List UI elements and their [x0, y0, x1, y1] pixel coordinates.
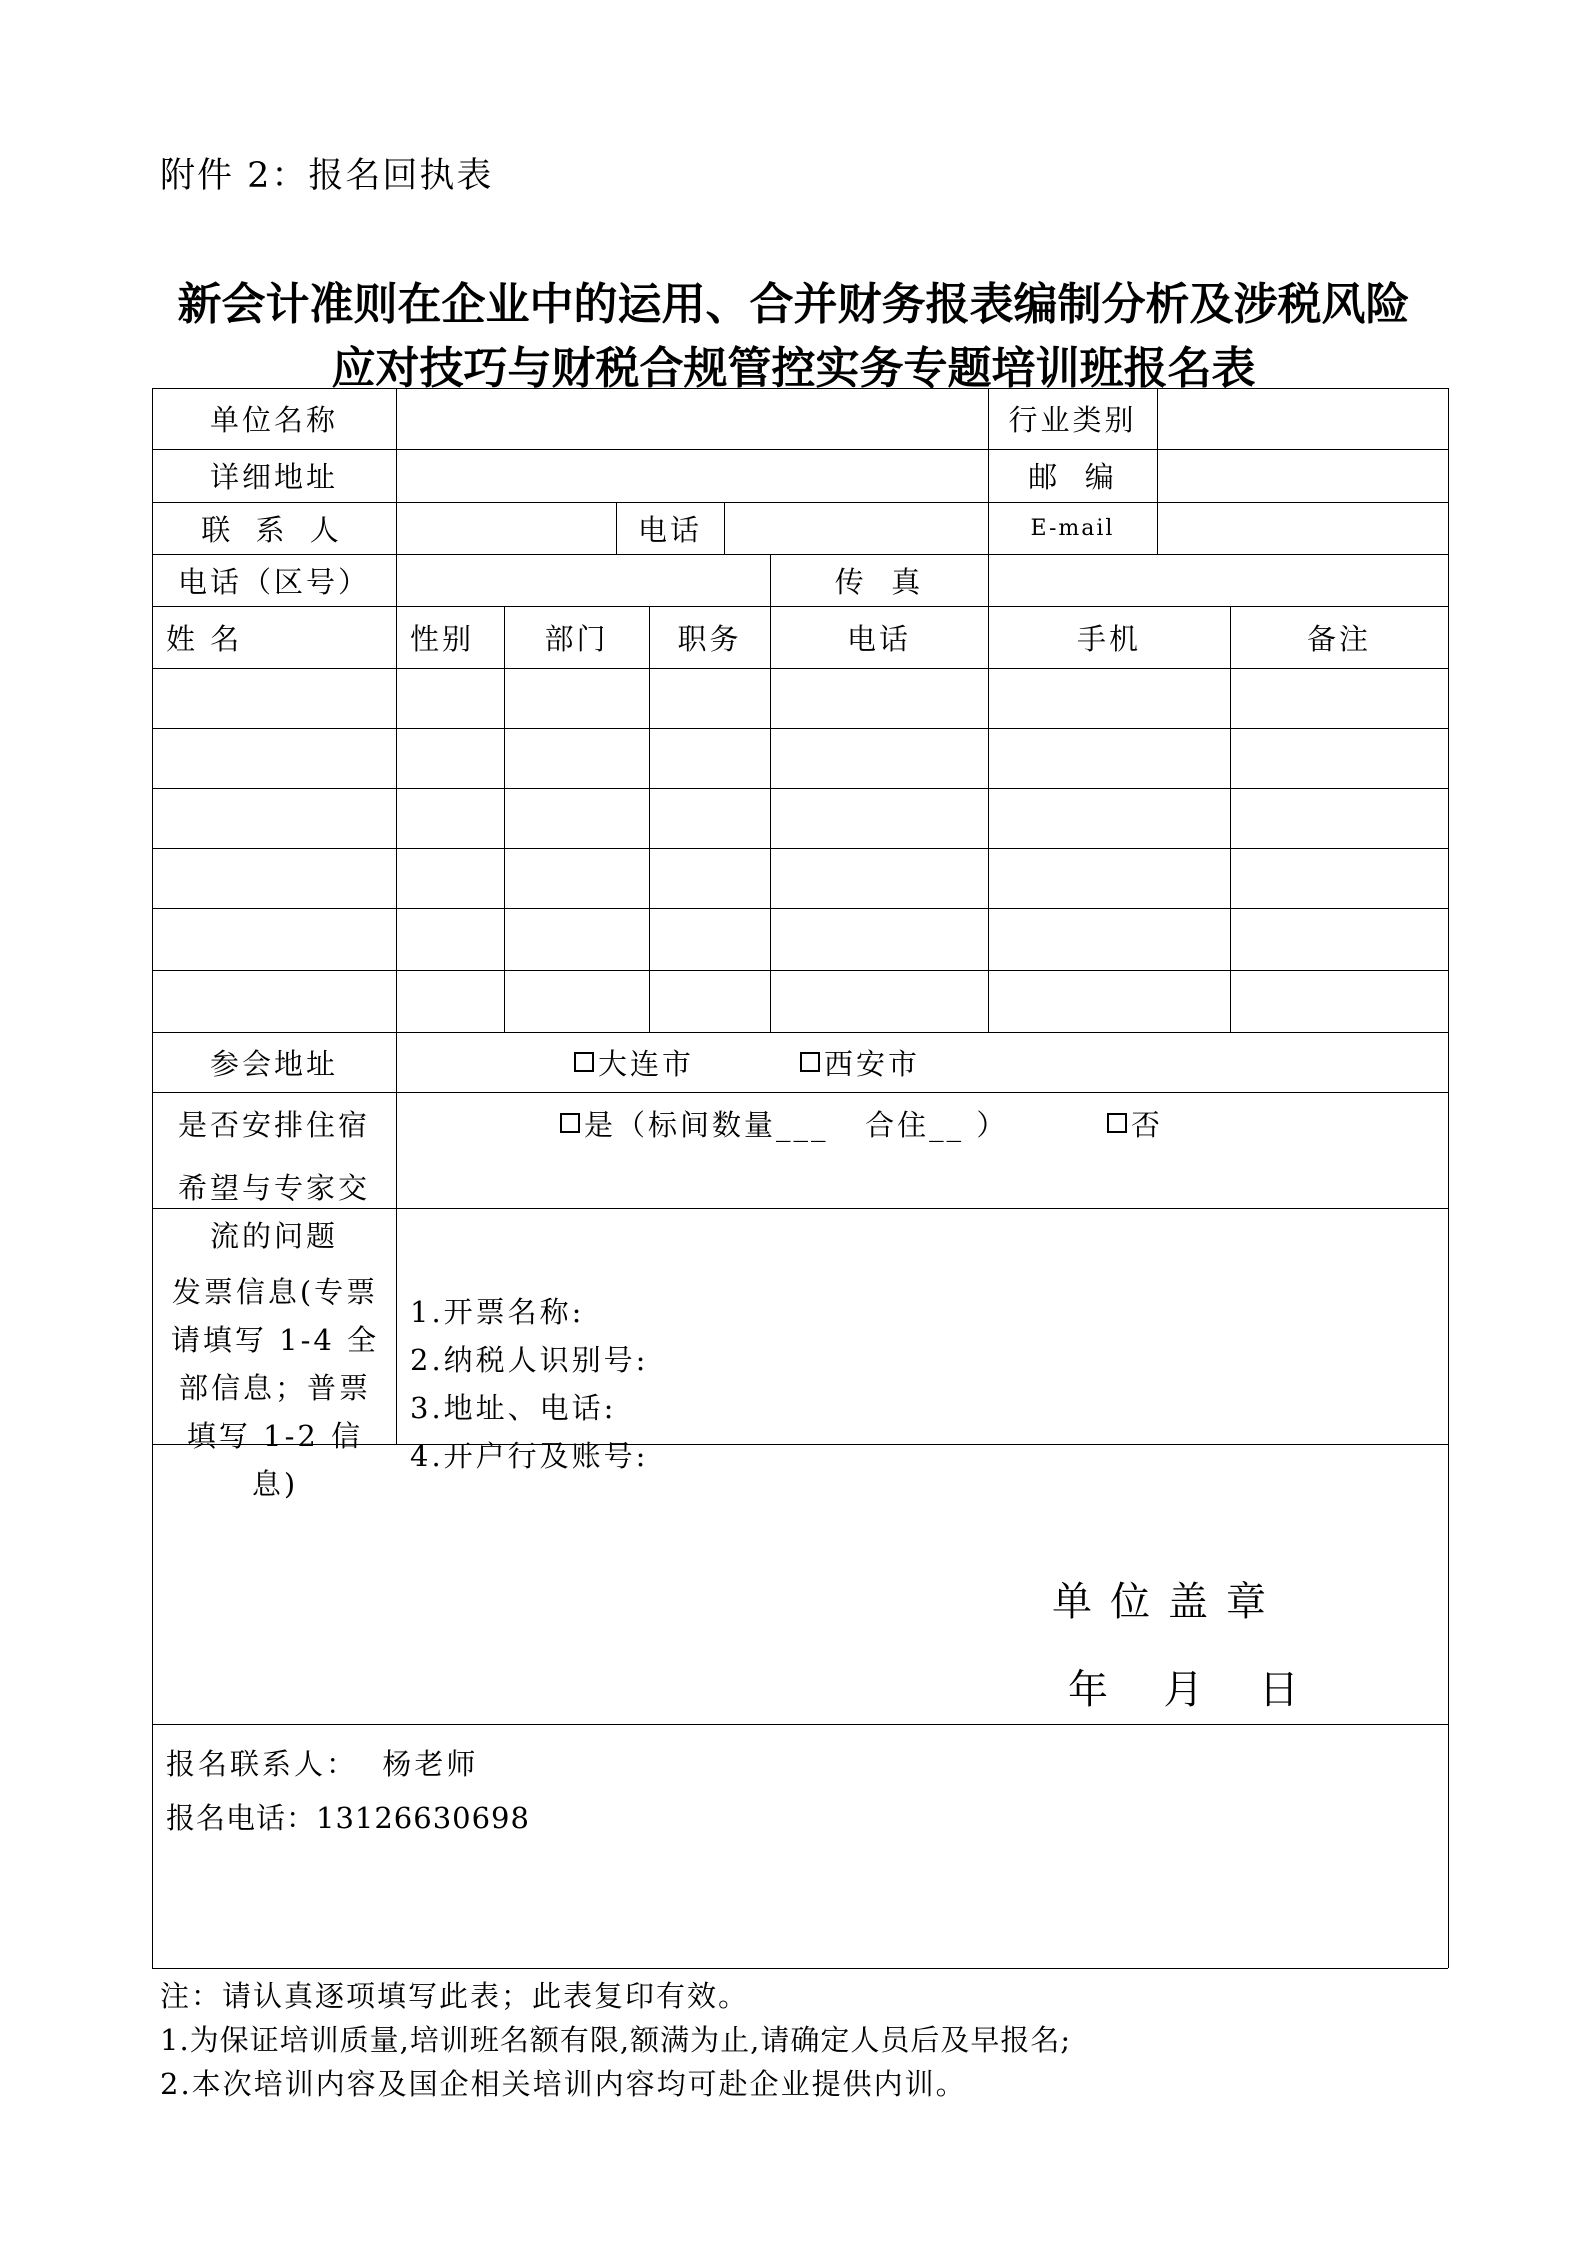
header-gender: 性别: [410, 621, 475, 656]
phone-area-label: 电话（区号）: [177, 564, 370, 599]
row-line: [152, 788, 1448, 789]
venue-option-dalian[interactable]: [574, 1032, 774, 1092]
lodging-label: 是否安排住宿: [177, 1107, 370, 1142]
email-field[interactable]: [1157, 502, 1448, 554]
checkbox-icon[interactable]: [574, 1052, 594, 1072]
venue-option-label: 西安市: [824, 1046, 921, 1081]
lodging-no-option[interactable]: [1107, 1092, 1227, 1154]
unit-name-label: 单位名称: [209, 403, 338, 437]
col-line: [988, 606, 989, 1032]
form-title-line2: 应对技巧与财税合规管控实务专题培训班报名表: [331, 343, 1256, 394]
header-remarks: 备注: [1306, 621, 1371, 656]
email-label: E-mail: [1030, 515, 1115, 541]
row-line: [152, 908, 1448, 909]
header-department: 部门: [544, 621, 609, 656]
row-line: [152, 728, 1448, 729]
questions-label: 希望与专家交流的问题: [177, 1171, 370, 1253]
venue-option-label: 大连市: [598, 1046, 695, 1081]
row-line: [152, 668, 1448, 669]
checkbox-icon[interactable]: [560, 1113, 580, 1133]
invoice-item: 2.纳税人识别号:: [410, 1343, 649, 1377]
note-line: 1.为保证培训质量,培训班名额有限,额满为止,请确定人员后及早报名;: [160, 2023, 1072, 2057]
invoice-item: 3.地址、电话:: [410, 1391, 617, 1425]
venue-label: 参会地址: [209, 1046, 338, 1081]
unit-name-field[interactable]: [396, 388, 988, 449]
phone-field[interactable]: [724, 502, 988, 554]
date-label: 年 月 日: [1068, 1667, 1309, 1713]
invoice-item: 4.开户行及账号:: [410, 1439, 649, 1473]
contact-label: 联 系 人: [201, 512, 347, 547]
signup-phone: 报名电话：13126630698: [166, 1801, 530, 1835]
signup-contact: 报名联系人： 杨老师: [166, 1747, 479, 1781]
border-left: [152, 388, 153, 1968]
lodging-no-label: 否: [1131, 1107, 1164, 1142]
unit-seal-label: 单位盖章: [1052, 1579, 1284, 1625]
form-title-line1: 新会计准则在企业中的运用、合并财务报表编制分析及涉税风险: [177, 279, 1410, 330]
invoice-items: [410, 1288, 648, 1480]
checkbox-icon[interactable]: [1107, 1113, 1127, 1133]
phone-area-field[interactable]: [396, 554, 770, 606]
lodging-yes-option[interactable]: [560, 1092, 1060, 1154]
col-line: [770, 606, 771, 1032]
attachment-label: 附件 2：报名回执表: [160, 156, 494, 196]
border-bottom: [152, 1968, 1448, 1969]
venue-option-xian[interactable]: [800, 1032, 1000, 1092]
note-line: 2.本次培训内容及国企相关培训内容均可赴企业提供内训。: [160, 2067, 967, 2101]
industry-label: 行业类别: [1008, 403, 1137, 437]
col-line: [504, 606, 505, 1032]
note-line: 注：请认真逐项填写此表；此表复印有效。: [160, 1979, 750, 2013]
lodging-yes-label: 是（标间数量___ 合住__ ）: [584, 1107, 1009, 1142]
invoice-item: 1.开票名称:: [410, 1295, 585, 1329]
address-field[interactable]: [396, 449, 988, 502]
checkbox-icon[interactable]: [800, 1052, 820, 1072]
phone-label: 电话: [637, 512, 702, 547]
col-line: [1230, 606, 1231, 1032]
questions-field[interactable]: [396, 1154, 1448, 1270]
fax-field[interactable]: [988, 554, 1448, 606]
contact-field[interactable]: [396, 502, 616, 554]
header-position: 职务: [677, 621, 742, 656]
fax-label: 传 真: [834, 564, 924, 599]
row-line: [152, 1724, 1448, 1725]
header-mobile: 手机: [1076, 621, 1141, 656]
header-phone: 电话: [846, 621, 911, 656]
postcode-label: 邮 编: [1028, 460, 1117, 494]
row-line: [152, 848, 1448, 849]
postcode-field[interactable]: [1157, 449, 1448, 502]
invoice-label: 发票信息(专票请填写 1-4 全部信息；普票填写 1-2 信息): [170, 1275, 380, 1501]
border-right: [1448, 388, 1449, 1968]
industry-field[interactable]: [1157, 388, 1448, 449]
registration-form: [152, 388, 1448, 1968]
header-name: 姓 名: [166, 621, 243, 656]
col-line: [649, 606, 650, 1032]
row-line: [152, 970, 1448, 971]
address-label: 详细地址: [209, 460, 338, 494]
